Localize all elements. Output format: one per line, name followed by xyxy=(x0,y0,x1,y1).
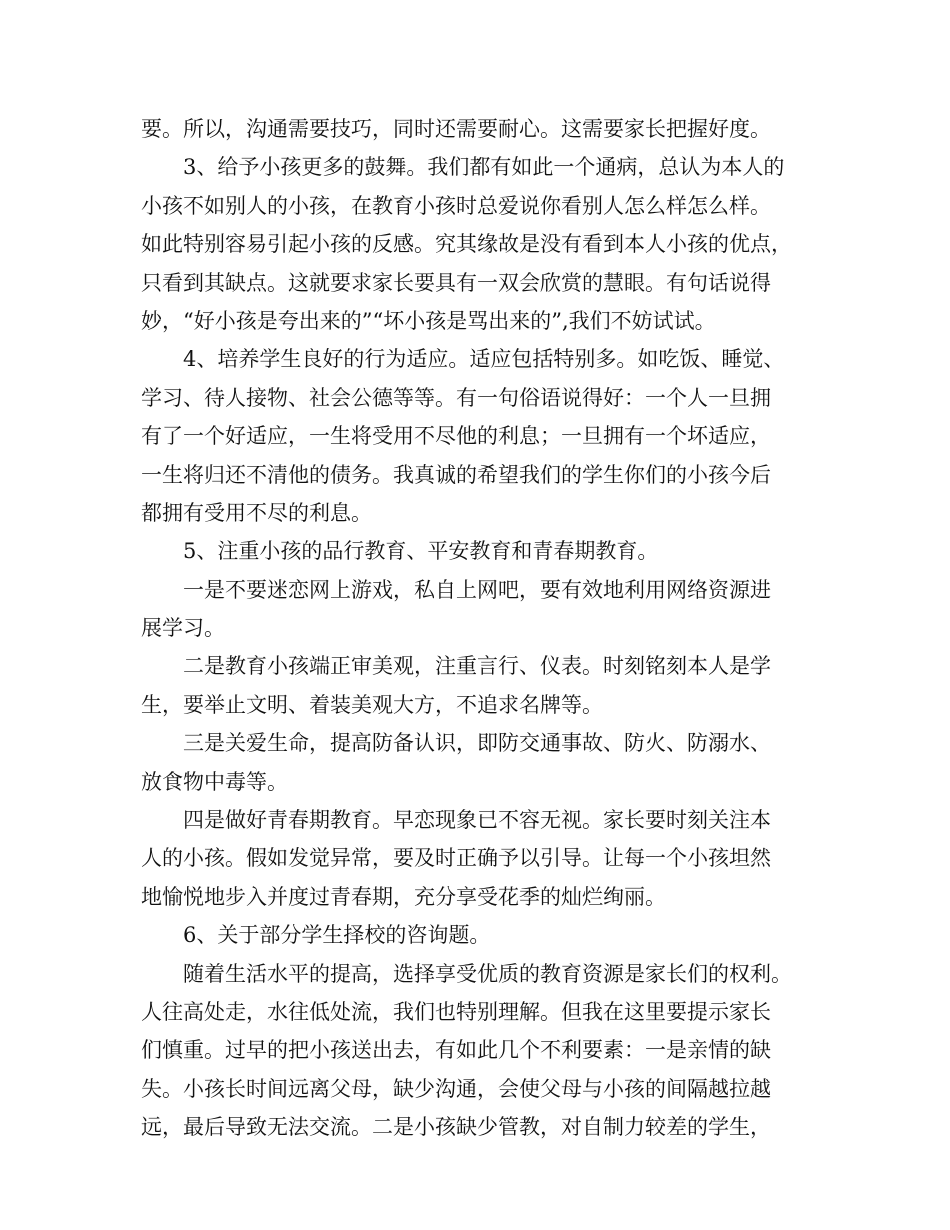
text-line: 4、培养学生良好的行为适应。适应包括特别多。如吃饭、睡觉、 xyxy=(183,347,785,372)
text-line: 如此特别容易引起小孩的反感。究其缘故是没有看到本人小孩的优点， xyxy=(141,232,792,257)
text-line: 四是做好青春期教育。早恋现象已不容无视。家长要时刻关注本 xyxy=(183,808,771,833)
text-line: 展学习。 xyxy=(141,616,225,641)
text-line: 都拥有受用不尽的利息。 xyxy=(141,500,372,525)
text-line: 一是不要迷恋网上游戏，私自上网吧，要有效地利用网络资源进 xyxy=(183,577,771,602)
text-line: 二是教育小孩端正审美观，注重言行、仪表。时刻铭刻本人是学 xyxy=(183,654,771,679)
text-line: 小孩不如别人的小孩，在教育小孩时总爱说你看别人怎么样怎么样。 xyxy=(141,193,771,218)
text-line: 妙，“好小孩是夸出来的”“坏小孩是骂出来的”,我们不妨试试。 xyxy=(141,308,716,333)
text-line: 6、关于部分学生择校的咨询题。 xyxy=(183,923,491,948)
text-line: 放食物中毒等。 xyxy=(141,769,288,794)
text-line: 人往高处走，水往低处流，我们也特别理解。但我在这里要提示家长 xyxy=(141,999,771,1024)
text-line: 失。小孩长时间远离父母，缺少沟通，会使父母与小孩的间隔越拉越 xyxy=(141,1076,771,1101)
text-line: 随着生活水平的提高，选择享受优质的教育资源是家长们的权利。 xyxy=(183,961,792,986)
text-line: 三是关爱生命，提高防备认识，即防交通事故、防火、防溺水、 xyxy=(183,731,771,756)
text-line: 5、注重小孩的品行教育、平安教育和青春期教育。 xyxy=(183,539,659,564)
text-line: 一生将归还不清他的债务。我真诚的希望我们的学生你们的小孩今后 xyxy=(141,462,771,487)
text-line: 要。所以，沟通需要技巧，同时还需要耐心。这需要家长把握好度。 xyxy=(141,117,771,141)
text-line: 只看到其缺点。这就要求家长要具有一双会欣赏的慧眼。有句话说得 xyxy=(141,270,771,295)
text-line: 人的小孩。假如发觉异常，要及时正确予以引导。让每一个小孩坦然 xyxy=(141,846,771,871)
text-line: 们慎重。过早的把小孩送出去，有如此几个不利要素：一是亲情的缺 xyxy=(141,1038,771,1063)
text-line: 学习、待人接物、社会公德等等。有一句俗语说得好：一个人一旦拥 xyxy=(141,385,771,410)
text-line: 地愉悦地步入并度过青春期，充分享受花季的灿烂绚丽。 xyxy=(141,884,666,909)
text-line: 3、给予小孩更多的鼓舞。我们都有如此一个通病，总认为本人的 xyxy=(183,155,785,180)
text-line: 生，要举止文明、着装美观大方，不追求名牌等。 xyxy=(141,692,603,717)
body-text xyxy=(141,110,831,1147)
text-line: 远，最后导致无法交流。二是小孩缺少管教，对自制力较差的学生， xyxy=(141,1115,771,1140)
text-line: 有了一个好适应，一生将受用不尽他的利息；一旦拥有一个坏适应， xyxy=(141,424,771,449)
